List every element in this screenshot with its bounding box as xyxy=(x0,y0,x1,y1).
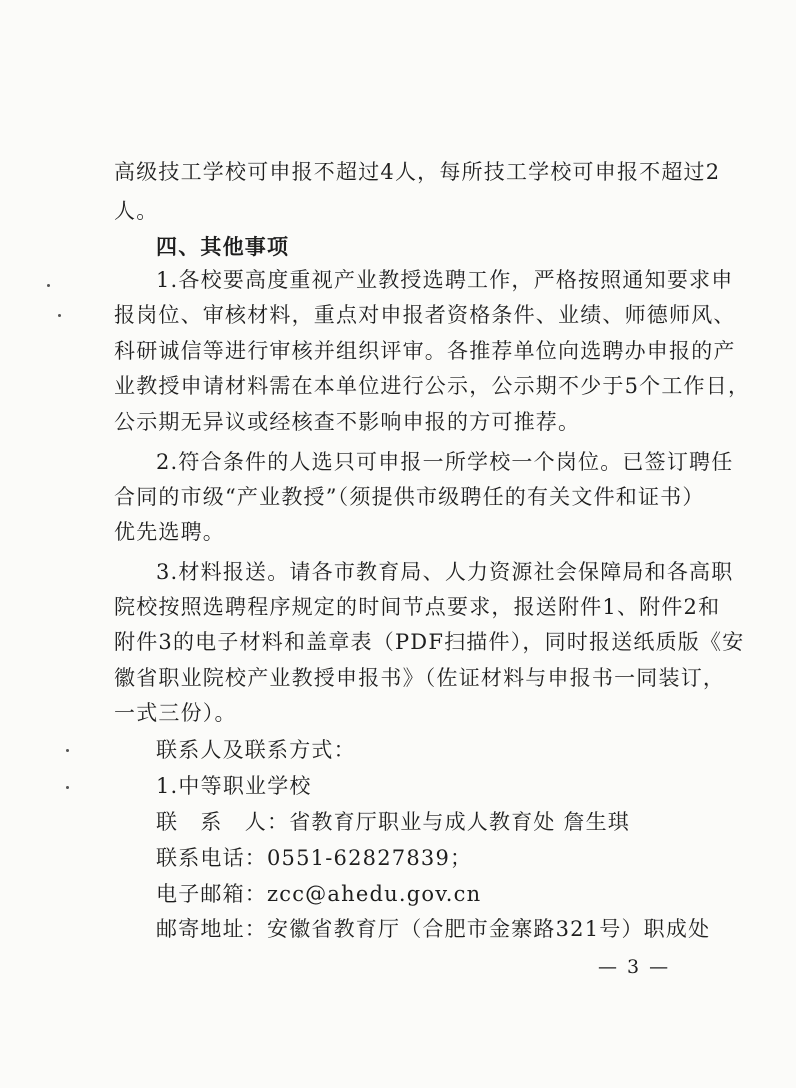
body-line: 业教授申请材料需在本单位进行公示，公示期不少于5个工作日， xyxy=(114,374,751,398)
body-line: 高级技工学校可申报不超过4人，每所技工学校可申报不超过2 xyxy=(114,160,721,184)
body-line: 附件3的电子材料和盖章表（PDF扫描件），同时报送纸质版《安 xyxy=(114,630,745,654)
scan-speck xyxy=(47,284,50,287)
contact-value: 安徽省教育厅（合肥市金寨路321号）职成处 xyxy=(267,917,711,941)
body-line: 徽省职业院校产业教授申报书》（佐证材料与申报书一同装订， xyxy=(114,666,726,690)
body-line: 一式三份）。 xyxy=(114,701,237,725)
contact-value: 0551-62827839； xyxy=(267,846,473,870)
contact-label: 邮寄地址： xyxy=(156,917,267,941)
body-line: 报岗位、审核材料，重点对申报者资格条件、业绩、师德师风、 xyxy=(114,303,736,327)
contact-person-row xyxy=(156,810,630,834)
scan-speck xyxy=(66,749,69,752)
scan-speck xyxy=(58,314,61,317)
contact-label: 电子邮箱： xyxy=(156,882,267,906)
contact-section-title: 1.中等职业学校 xyxy=(156,774,312,798)
contact-label: 联系电话： xyxy=(156,846,267,870)
body-line: 院校按照选聘程序规定的时间节点要求，报送附件1、附件2和 xyxy=(114,595,721,619)
contact-label: 联 系 人： xyxy=(156,810,290,834)
contact-email-row xyxy=(156,882,481,906)
body-line: 人。 xyxy=(114,199,159,223)
contact-value: zcc@ahedu.gov.cn xyxy=(267,882,482,906)
body-line: 3.材料报送。请各市教育局、人力资源社会保障局和各高职 xyxy=(156,560,734,584)
body-line: 优先选聘。 xyxy=(114,520,225,544)
body-line: 科研诚信等进行审核并组织评审。各推荐单位向选聘办申报的产 xyxy=(114,339,736,363)
scan-speck xyxy=(66,786,69,789)
contact-address-row xyxy=(156,917,710,941)
contact-value: 省教育厅职业与成人教育处 詹生琪 xyxy=(289,810,631,834)
page-number: — 3 — xyxy=(598,956,671,978)
contact-phone-row xyxy=(156,846,472,870)
contacts-heading: 联系人及联系方式： xyxy=(156,738,356,762)
body-line: 1.各校要高度重视产业教授选聘工作，严格按照通知要求申 xyxy=(156,268,734,292)
body-line: 2.符合条件的人选只可申报一所学校一个岗位。已签订聘任 xyxy=(156,450,734,474)
body-line: 公示期无异议或经核查不影响申报的方可推荐。 xyxy=(114,410,581,434)
body-line: 合同的市级“产业教授”（须提供市级聘任的有关文件和证书） xyxy=(114,485,705,509)
section-heading: 四、其他事项 xyxy=(156,235,290,259)
